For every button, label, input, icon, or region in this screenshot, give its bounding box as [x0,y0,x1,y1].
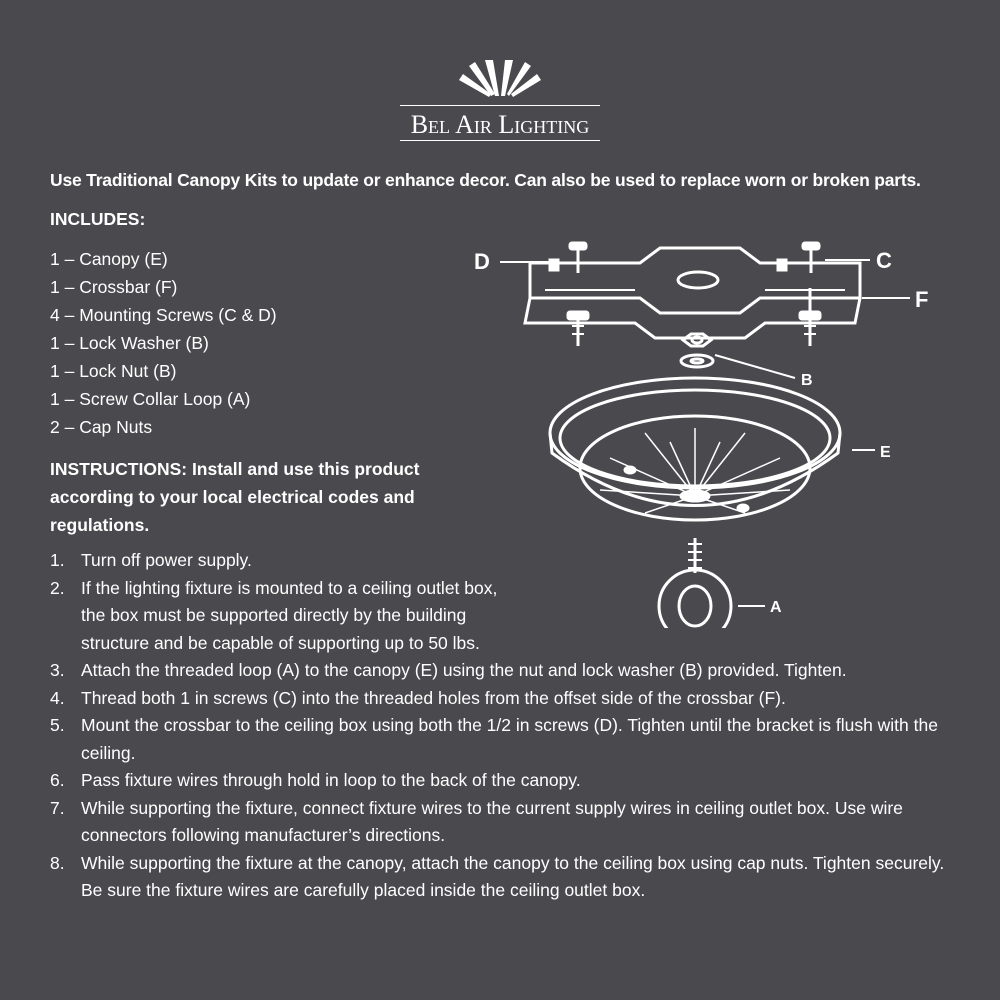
brand-logo [380,58,620,148]
step-text: While supporting the fixture at the canopy, attach the canopy to the ceiling box using cap nuts. Tighten securely. Be sure the fixture wires are carefully placed inside the ceiling outlet box. [81,852,945,900]
step-number: 5. [50,715,65,735]
instructions-heading: INSTRUCTIONS: Install and use this product according to your local electrical codes and regulations. [50,459,420,535]
step-text: Attach the threaded loop (A) to the canopy (E) using the nut and lock washer (B) provided. Tighten. [81,660,847,680]
canopy-illustration [550,378,840,520]
step-text: While supporting the fixture, connect fixture wires to the current supply wires in ceiling outlet box. Use wire connectors following manufacturer’s directions. [81,797,903,845]
step-item [50,850,970,905]
sunburst-icon [455,58,545,98]
label-a: A [770,599,782,616]
brand-wordmark: Bel Air Lighting [410,110,590,139]
step-number: 8. [50,852,65,873]
step-number: 4. [50,687,65,708]
step-item [50,657,970,685]
includes-item: 2 – Cap Nuts [50,417,153,437]
includes-item: 1 – Canopy (E) [50,249,168,269]
label-d: D [474,249,490,274]
logo-rule-top [400,105,600,106]
includes-item: 1 – Lock Nut (B) [50,361,177,381]
step-item [50,712,970,767]
step-text: Pass fixture wires through hold in loop to the back of the canopy. [81,770,581,790]
step-number: 2. [50,577,65,598]
includes-item: 1 – Crossbar (F) [50,277,178,297]
tagline: Use Traditional Canopy Kits to update or enhance decor. Can also be used to replace worn or broken parts. [50,170,921,190]
step-number: 1. [50,550,65,570]
step-item [50,795,970,850]
step-text: If the lighting fixture is mounted to a ceiling outlet box, the box must be supported directly by the building structure and be capable of supporting up to 50 lbs. [81,577,498,653]
includes-item: 4 – Mounting Screws (C & D) [50,305,277,325]
mounting-screws-illustration [550,243,820,346]
label-e: E [880,444,891,461]
step-item [50,685,970,713]
step-number: 7. [50,797,65,818]
canopy-kit-diagram [470,228,950,628]
threaded-loop-illustration [659,538,731,628]
includes-list [50,245,277,441]
step-number: 6. [50,770,65,790]
step-number: 3. [50,660,65,680]
step-text: Mount the crossbar to the ceiling box using both the 1/2 in screws (D). Tighten until the bracket is flush with the ceiling. [81,715,938,763]
includes-item: 1 – Screw Collar Loop (A) [50,389,251,409]
step-text: Turn off power supply. [81,550,252,570]
logo-rule-bottom [400,140,600,141]
label-f: F [915,287,929,312]
label-b: B [801,372,813,389]
step-text: Thread both 1 in screws (C) into the threaded holes from the offset side of the crossbar (F). [81,687,786,708]
step-item [50,767,970,795]
includes-item: 1 – Lock Washer (B) [50,333,209,353]
includes-heading: INCLUDES: [50,209,146,229]
label-c: C [876,248,892,273]
